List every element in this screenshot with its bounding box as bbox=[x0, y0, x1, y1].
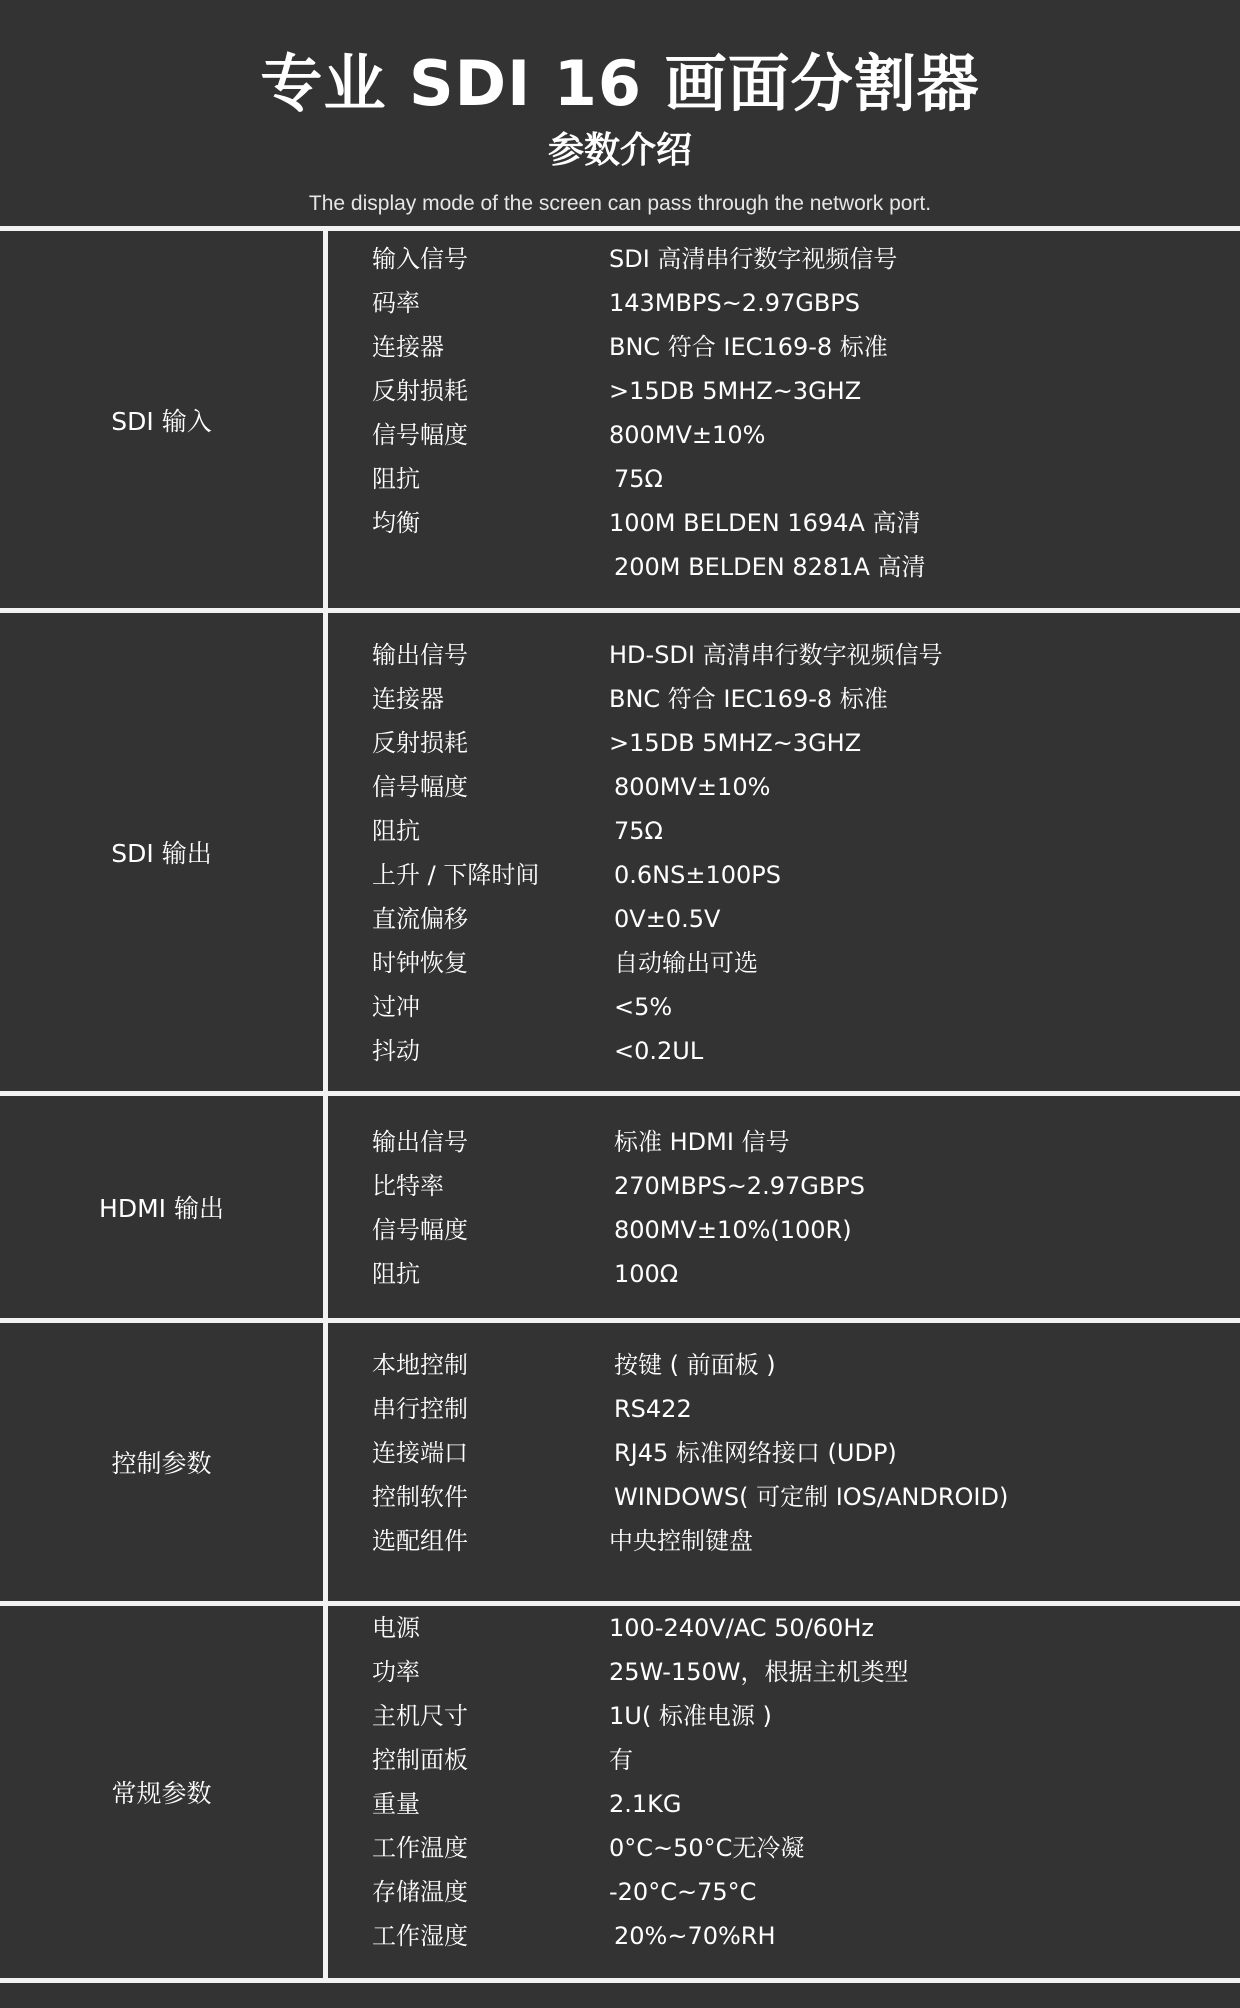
spec-value: 270MBPS~2.97GBPS bbox=[614, 1172, 866, 1200]
spec-row bbox=[328, 281, 1240, 325]
spec-key: 信号幅度 bbox=[372, 421, 468, 449]
spec-key: 连接端口 bbox=[372, 1439, 468, 1467]
spec-key: 比特率 bbox=[372, 1172, 444, 1200]
spec-key: 主机尺寸 bbox=[372, 1702, 468, 1730]
spec-row bbox=[328, 1343, 1240, 1387]
spec-key: 抖动 bbox=[372, 1037, 420, 1065]
spec-row bbox=[328, 897, 1240, 941]
spec-row bbox=[328, 1431, 1240, 1475]
spec-key: 选配组件 bbox=[372, 1527, 468, 1555]
section-rows bbox=[328, 1096, 1240, 1318]
spec-value: <0.2UL bbox=[614, 1037, 704, 1065]
spec-row bbox=[328, 1914, 1240, 1958]
section-label: SDI 输入 bbox=[111, 406, 212, 436]
spec-value: -20°C~75°C bbox=[609, 1878, 757, 1906]
spec-key: 控制软件 bbox=[372, 1483, 468, 1511]
spec-value: HD-SDI 高清串行数字视频信号 bbox=[609, 641, 943, 669]
page-header bbox=[0, 0, 1240, 226]
spec-key: 存储温度 bbox=[372, 1878, 468, 1906]
spec-value: 20%~70%RH bbox=[614, 1922, 776, 1950]
spec-row bbox=[328, 545, 1240, 589]
section-rows bbox=[328, 613, 1240, 1091]
spec-key: 均衡 bbox=[372, 509, 420, 537]
page-title: 专业 SDI 16 画面分割器 bbox=[260, 47, 980, 120]
spec-key: 直流偏移 bbox=[372, 905, 468, 933]
spec-value: 中央控制键盘 bbox=[609, 1527, 753, 1555]
spec-row bbox=[328, 1252, 1240, 1296]
spec-row bbox=[328, 369, 1240, 413]
section-label: HDMI 输出 bbox=[99, 1194, 224, 1223]
spec-row bbox=[328, 1029, 1240, 1073]
spec-value: 0V±0.5V bbox=[614, 905, 721, 933]
spec-row bbox=[328, 237, 1240, 281]
spec-value: 100Ω bbox=[614, 1260, 679, 1288]
section-divider bbox=[0, 1978, 1240, 1983]
spec-value: WINDOWS( 可定制 IOS/ANDROID) bbox=[614, 1483, 1009, 1511]
spec-key: 反射损耗 bbox=[372, 377, 468, 405]
spec-section bbox=[0, 1096, 1240, 1318]
spec-row bbox=[328, 633, 1240, 677]
section-rows bbox=[328, 231, 1240, 608]
spec-row bbox=[328, 1208, 1240, 1252]
spec-value: >15DB 5MHZ~3GHZ bbox=[609, 729, 862, 757]
spec-value: 标准 HDMI 信号 bbox=[614, 1128, 790, 1156]
section-rows bbox=[328, 1323, 1240, 1601]
spec-key: 本地控制 bbox=[372, 1351, 468, 1379]
section-label: SDI 输出 bbox=[111, 839, 212, 868]
spec-value: >15DB 5MHZ~3GHZ bbox=[609, 377, 862, 405]
spec-row bbox=[328, 677, 1240, 721]
spec-row bbox=[328, 1387, 1240, 1431]
spec-row bbox=[328, 1606, 1240, 1650]
spec-value: 143MBPS~2.97GBPS bbox=[609, 289, 861, 317]
spec-value: 100M BELDEN 1694A 高清 bbox=[609, 509, 921, 537]
spec-key: 工作温度 bbox=[372, 1834, 468, 1862]
spec-value: 75Ω bbox=[614, 465, 663, 493]
spec-value: 1U( 标准电源 ) bbox=[609, 1702, 772, 1730]
spec-value: 800MV±10% bbox=[614, 773, 771, 801]
spec-key: 输出信号 bbox=[372, 1128, 468, 1156]
section-label: 控制参数 bbox=[111, 1449, 212, 1478]
spec-value: SDI 高清串行数字视频信号 bbox=[609, 245, 898, 273]
spec-value: <5% bbox=[614, 993, 673, 1021]
section-rows bbox=[328, 1606, 1240, 1978]
spec-key: 串行控制 bbox=[372, 1395, 468, 1423]
spec-row bbox=[328, 941, 1240, 985]
spec-row bbox=[328, 721, 1240, 765]
spec-section bbox=[0, 613, 1240, 1091]
spec-row bbox=[328, 765, 1240, 809]
spec-key: 反射损耗 bbox=[372, 729, 468, 757]
spec-key: 连接器 bbox=[372, 333, 444, 361]
spec-key: 过冲 bbox=[372, 993, 420, 1021]
page-subtitle: 参数介绍 bbox=[547, 130, 692, 171]
spec-row bbox=[328, 1694, 1240, 1738]
spec-row bbox=[328, 1870, 1240, 1914]
spec-key: 连接器 bbox=[372, 685, 444, 713]
spec-key: 输入信号 bbox=[372, 245, 468, 273]
spec-row bbox=[328, 1826, 1240, 1870]
spec-value: RS422 bbox=[614, 1395, 692, 1423]
spec-row bbox=[328, 809, 1240, 853]
spec-value: 75Ω bbox=[614, 817, 663, 845]
spec-row bbox=[328, 1738, 1240, 1782]
spec-row bbox=[328, 1164, 1240, 1208]
spec-key: 阻抗 bbox=[372, 817, 420, 845]
spec-row bbox=[328, 1120, 1240, 1164]
spec-value: BNC 符合 IEC169-8 标准 bbox=[609, 333, 888, 361]
spec-value: 25W-150W，根据主机类型 bbox=[609, 1658, 909, 1686]
spec-value: 100-240V/AC 50/60Hz bbox=[609, 1614, 874, 1642]
spec-key: 电源 bbox=[372, 1614, 420, 1642]
spec-key: 信号幅度 bbox=[372, 773, 468, 801]
spec-key: 阻抗 bbox=[372, 465, 420, 493]
section-label: 常规参数 bbox=[111, 1779, 212, 1808]
spec-row bbox=[328, 457, 1240, 501]
spec-value: 200M BELDEN 8281A 高清 bbox=[614, 553, 926, 581]
spec-section bbox=[0, 1606, 1240, 1978]
spec-key: 重量 bbox=[372, 1790, 420, 1818]
spec-row bbox=[328, 1475, 1240, 1519]
spec-key: 功率 bbox=[372, 1658, 420, 1686]
spec-value: 0.6NS±100PS bbox=[614, 861, 781, 889]
spec-value: 自动输出可选 bbox=[614, 949, 758, 977]
spec-value: 按键 ( 前面板 ) bbox=[614, 1351, 776, 1379]
page-tagline: The display mode of the screen can pass through the network port. bbox=[308, 192, 932, 215]
spec-value: BNC 符合 IEC169-8 标准 bbox=[609, 685, 888, 713]
spec-key: 阻抗 bbox=[372, 1260, 420, 1288]
spec-row bbox=[328, 501, 1240, 545]
spec-row bbox=[328, 985, 1240, 1029]
spec-key: 输出信号 bbox=[372, 641, 468, 669]
spec-value: 有 bbox=[609, 1746, 633, 1774]
spec-key: 码率 bbox=[372, 289, 420, 317]
spec-key: 时钟恢复 bbox=[372, 949, 468, 977]
spec-key: 信号幅度 bbox=[372, 1216, 468, 1244]
spec-key: 工作湿度 bbox=[372, 1922, 468, 1950]
spec-value: 800MV±10% bbox=[609, 421, 766, 449]
spec-row bbox=[328, 1650, 1240, 1694]
spec-value: 2.1KG bbox=[609, 1790, 682, 1818]
spec-key: 控制面板 bbox=[372, 1746, 468, 1774]
spec-row bbox=[328, 853, 1240, 897]
spec-table bbox=[0, 226, 1240, 1983]
spec-row bbox=[328, 1519, 1240, 1563]
spec-row bbox=[328, 325, 1240, 369]
spec-section bbox=[0, 1323, 1240, 1601]
spec-value: 800MV±10%(100R) bbox=[614, 1216, 852, 1244]
spec-row bbox=[328, 413, 1240, 457]
spec-key: 上升 / 下降时间 bbox=[372, 861, 540, 889]
spec-value: 0°C~50°C无冷凝 bbox=[609, 1834, 805, 1862]
spec-row bbox=[328, 1782, 1240, 1826]
spec-value: RJ45 标准网络接口 (UDP) bbox=[614, 1439, 897, 1467]
spec-section bbox=[0, 231, 1240, 608]
